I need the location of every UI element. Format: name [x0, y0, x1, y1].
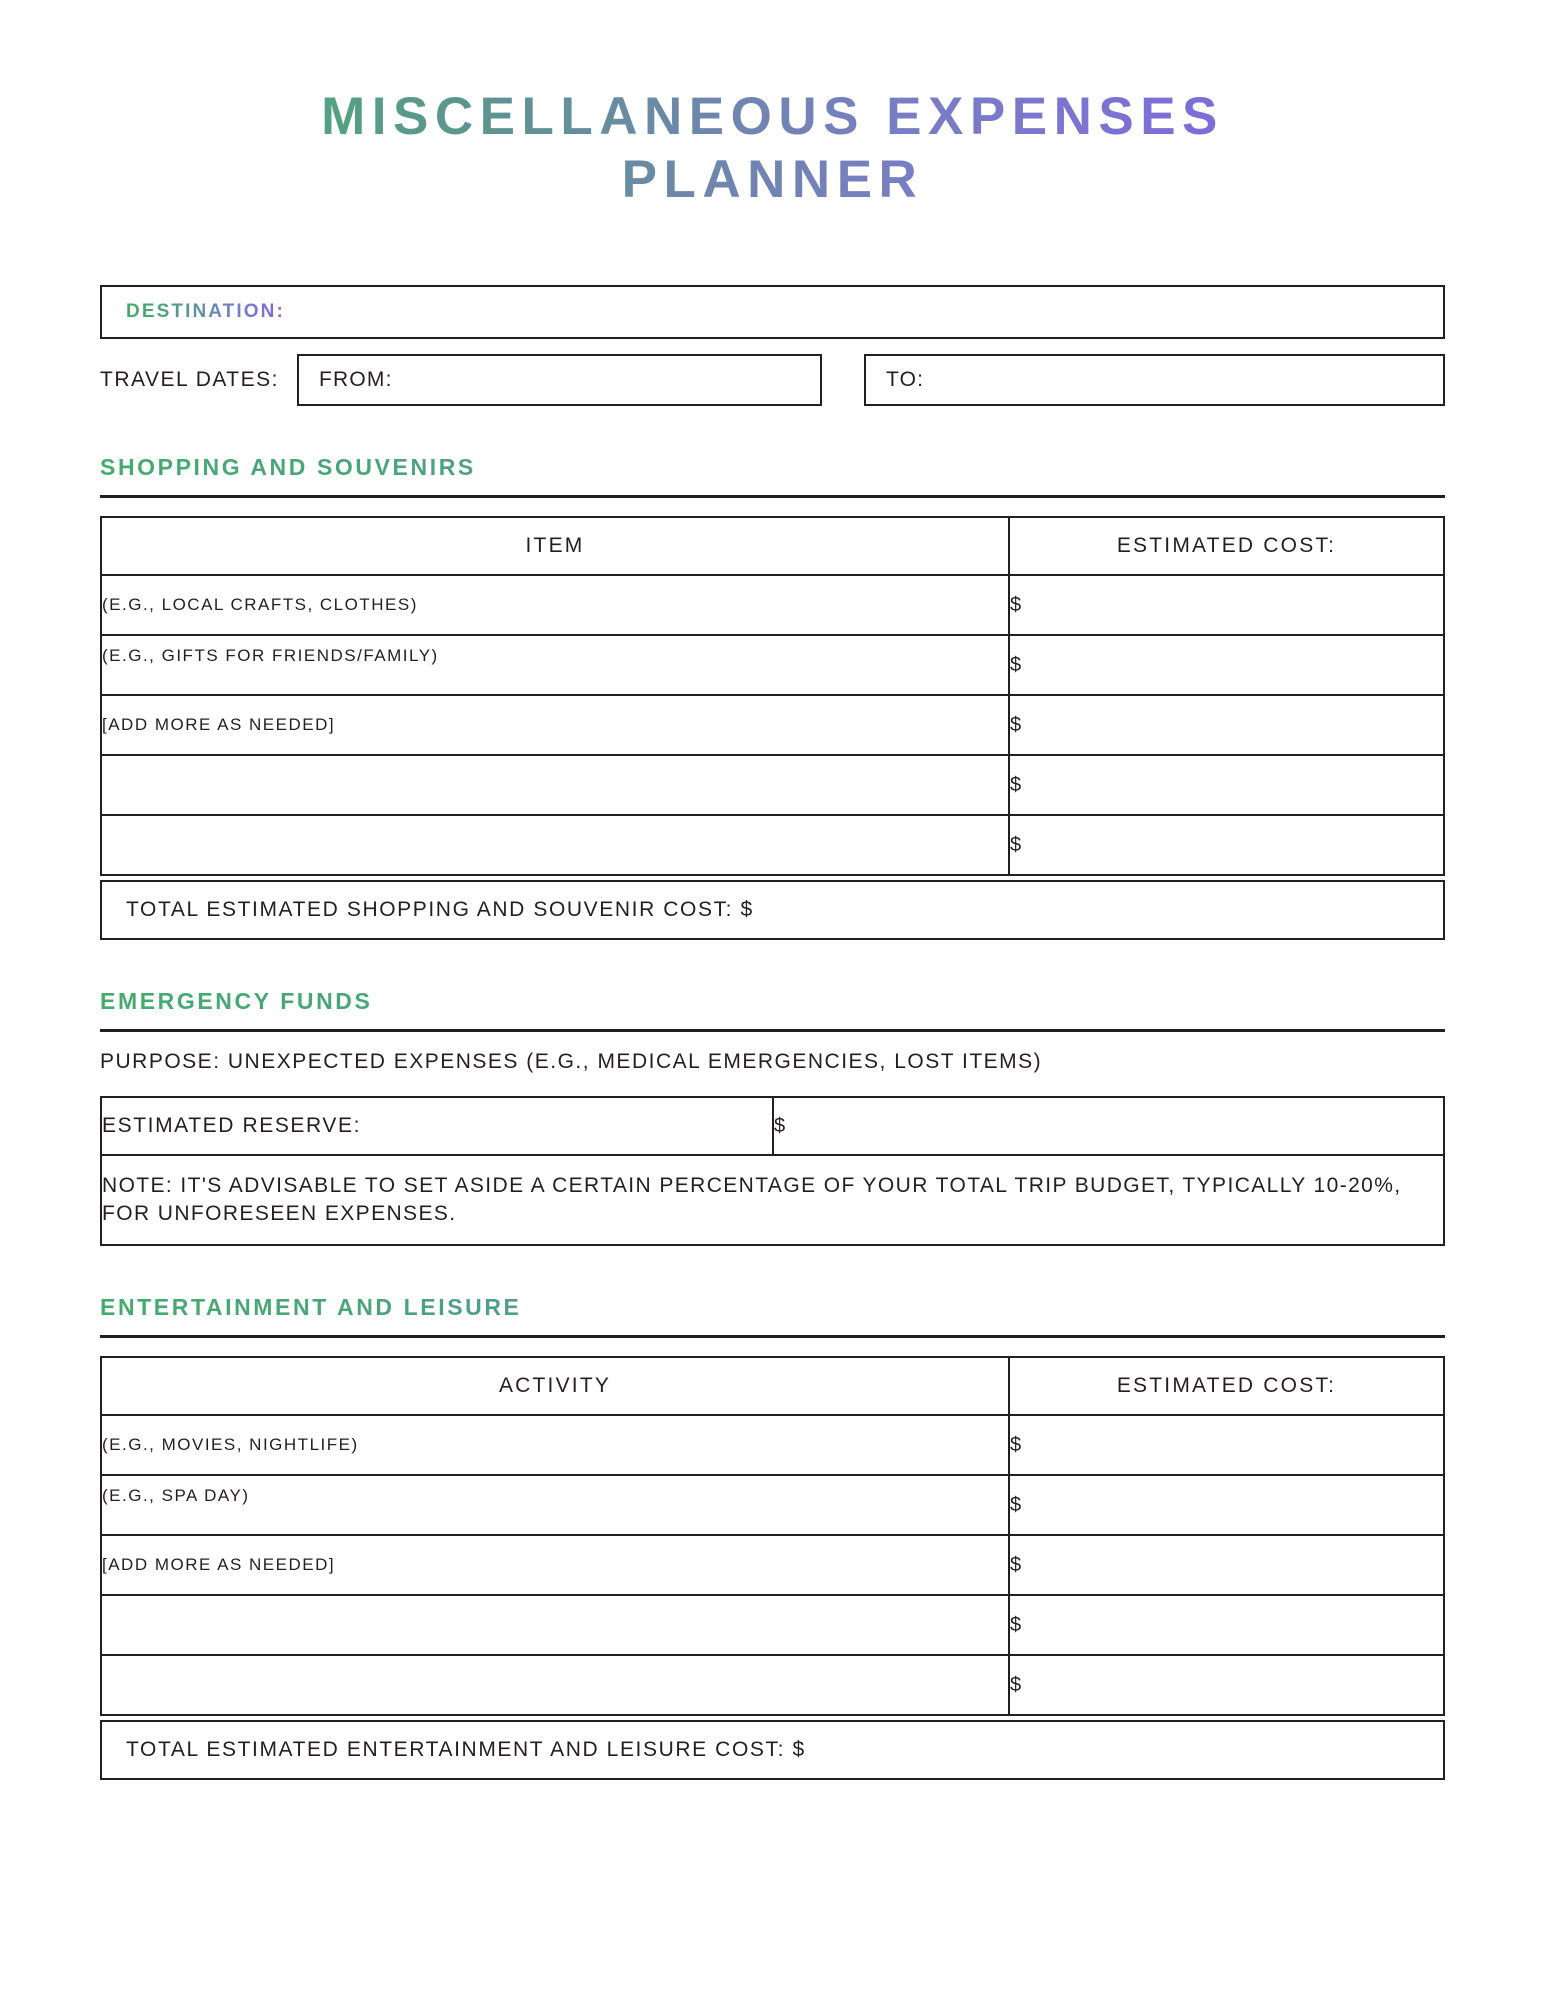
table-row[interactable]: [101, 1595, 1444, 1655]
total-row[interactable]: [101, 1721, 1444, 1779]
section-title-shopping: SHOPPING AND SOUVENIRS: [100, 454, 1445, 481]
travel-dates-label: TRAVEL DATES:: [100, 368, 279, 392]
table-row[interactable]: [101, 695, 1444, 755]
column-header-item: ITEM: [101, 517, 1009, 575]
activity-cell[interactable]: (E.G., SPA DAY): [101, 1475, 1009, 1535]
estimated-reserve-value[interactable]: $: [773, 1097, 1444, 1155]
trip-info-block: [100, 285, 1445, 406]
table-row[interactable]: [101, 1415, 1444, 1475]
section-title-entertainment: ENTERTAINMENT AND LEISURE: [100, 1294, 1445, 1321]
estimated-reserve-label: ESTIMATED RESERVE:: [101, 1097, 773, 1155]
cost-cell[interactable]: $: [1009, 695, 1444, 755]
entertainment-total-table: [100, 1720, 1445, 1780]
activity-cell[interactable]: [101, 1655, 1009, 1715]
table-row[interactable]: [101, 815, 1444, 875]
cost-cell[interactable]: $: [1009, 1415, 1444, 1475]
column-header-activity: ACTIVITY: [101, 1357, 1009, 1415]
table-row[interactable]: [101, 1475, 1444, 1535]
column-header-cost: ESTIMATED COST:: [1009, 1357, 1444, 1415]
item-cell[interactable]: (E.G., LOCAL CRAFTS, CLOTHES): [101, 575, 1009, 635]
cost-cell[interactable]: $: [1009, 1535, 1444, 1595]
table-row[interactable]: [101, 1535, 1444, 1595]
item-cell[interactable]: [ADD MORE AS NEEDED]: [101, 695, 1009, 755]
destination-label: DESTINATION:: [126, 301, 285, 323]
shopping-total-table: [100, 880, 1445, 940]
table-row[interactable]: [101, 755, 1444, 815]
section-emergency-funds: [100, 988, 1445, 1246]
entertainment-total-label[interactable]: TOTAL ESTIMATED ENTERTAINMENT AND LEISURE COST: $: [101, 1721, 1444, 1779]
emergency-purpose-text: PURPOSE: UNEXPECTED EXPENSES (E.G., MEDICAL EMERGENCIES, LOST ITEMS): [100, 1050, 1043, 1074]
table-row[interactable]: [101, 575, 1444, 635]
entertainment-table: [100, 1356, 1445, 1716]
section-divider-shopping: [100, 495, 1445, 498]
table-row[interactable]: [101, 635, 1444, 695]
cost-cell[interactable]: $: [1009, 755, 1444, 815]
note-row: [101, 1155, 1444, 1245]
item-cell[interactable]: [101, 755, 1009, 815]
section-divider-emergency-funds: [100, 1029, 1445, 1032]
from-date-field[interactable]: [297, 354, 822, 406]
emergency-funds-table: [100, 1096, 1445, 1246]
item-cell[interactable]: [101, 815, 1009, 875]
item-cell[interactable]: (E.G., GIFTS FOR FRIENDS/FAMILY): [101, 635, 1009, 695]
table-header-row: [101, 517, 1444, 575]
table-row[interactable]: [101, 1655, 1444, 1715]
cost-cell[interactable]: $: [1009, 635, 1444, 695]
page-title: [100, 0, 1445, 211]
section-entertainment: [100, 1294, 1445, 1780]
section-shopping: [100, 454, 1445, 940]
document-title-line2: PLANNER: [621, 149, 924, 209]
section-title-emergency-funds: EMERGENCY FUNDS: [100, 988, 1445, 1015]
emergency-note-text: NOTE: IT'S ADVISABLE TO SET ASIDE A CERTAIN PERCENTAGE OF YOUR TOTAL TRIP BUDGET, TYPICALLY 10-20%, FOR UNFORESEEN EXPENSES.: [101, 1155, 1444, 1245]
shopping-table: [100, 516, 1445, 876]
cost-cell[interactable]: $: [1009, 815, 1444, 875]
destination-field[interactable]: [100, 285, 1445, 339]
cost-cell[interactable]: $: [1009, 575, 1444, 635]
cost-cell[interactable]: $: [1009, 1655, 1444, 1715]
reserve-row[interactable]: [101, 1097, 1444, 1155]
column-header-cost: ESTIMATED COST:: [1009, 517, 1444, 575]
document-title-line1: MISCELLANEOUS EXPENSES: [321, 87, 1224, 146]
activity-cell[interactable]: [ADD MORE AS NEEDED]: [101, 1535, 1009, 1595]
to-date-field[interactable]: [864, 354, 1445, 406]
document-title: [100, 86, 1445, 211]
travel-dates-row: [100, 354, 1445, 406]
table-header-row: [101, 1357, 1444, 1415]
total-row[interactable]: [101, 881, 1444, 939]
activity-cell[interactable]: [101, 1595, 1009, 1655]
cost-cell[interactable]: $: [1009, 1475, 1444, 1535]
activity-cell[interactable]: (E.G., MOVIES, NIGHTLIFE): [101, 1415, 1009, 1475]
from-date-label: FROM:: [318, 368, 393, 392]
to-date-label: TO:: [885, 368, 925, 392]
section-divider-entertainment: [100, 1335, 1445, 1338]
shopping-total-label[interactable]: TOTAL ESTIMATED SHOPPING AND SOUVENIR COST: $: [101, 881, 1444, 939]
cost-cell[interactable]: $: [1009, 1595, 1444, 1655]
